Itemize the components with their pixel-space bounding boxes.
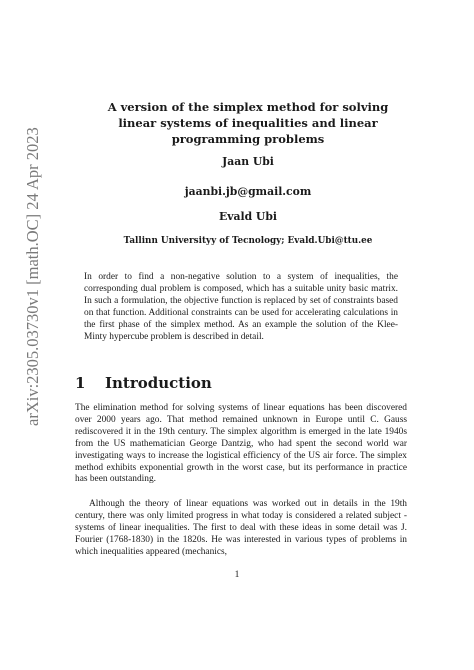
paper-title: A version of the simplex method for solving linear systems of inequalities and linear programming problems <box>107 100 389 146</box>
affiliation: Tallinn Universityy of Tecnology; Evald.Ubi@ttu.ee <box>123 236 373 246</box>
arxiv-identifier: arXiv:2305.03730v1 [math.OC] 24 Apr 2023 <box>23 127 42 426</box>
section-heading <box>75 374 212 392</box>
author-email: jaanbi.jb@gmail.com <box>184 185 312 198</box>
body-paragraph: The elimination method for solving systems of linear equations has been discovered over 2000 years ago. That method remained unknown in Europe until C. Gauss rediscovered it in the 19th century. The simplex algorithm is emerged in the late 1940s from the US mathematician George Dantzig, who had spent the second world war investigating ways to increase the logistical efficiency of the US air force. The simplex method exhibits exponential growth in the worst case, but its performance in practice has been outstanding. <box>75 403 407 485</box>
author-name: Jaan Ubi <box>222 155 274 168</box>
page-number: 1 <box>234 570 240 580</box>
section-title: Introduction <box>105 374 212 392</box>
section-number: 1 <box>75 374 86 392</box>
body-paragraph: Although the theory of linear equations was worked out in details in the 19th century, there was only limited progress in what today is considered a related subject - systems of linear inequalities. The first to deal with these ideas in some detail was J. Fourier (1768-1830) in the 1820s. He was interested in various types of problems in which inequalities appeared (mechanics, <box>75 499 407 557</box>
author-name: Evald Ubi <box>219 210 277 223</box>
abstract: In order to find a non-negative solution to a system of inequalities, the corresponding dual problem is composed, which has a suitable unity basic matrix. In such a formulation, the objective function is replaced by set of constraints based on that function. Additional constraints can be used for accelerating calculations in the first phase of the simplex method. As an example the solution of the Klee-Minty hypercube problem is described in detail. <box>84 272 398 342</box>
